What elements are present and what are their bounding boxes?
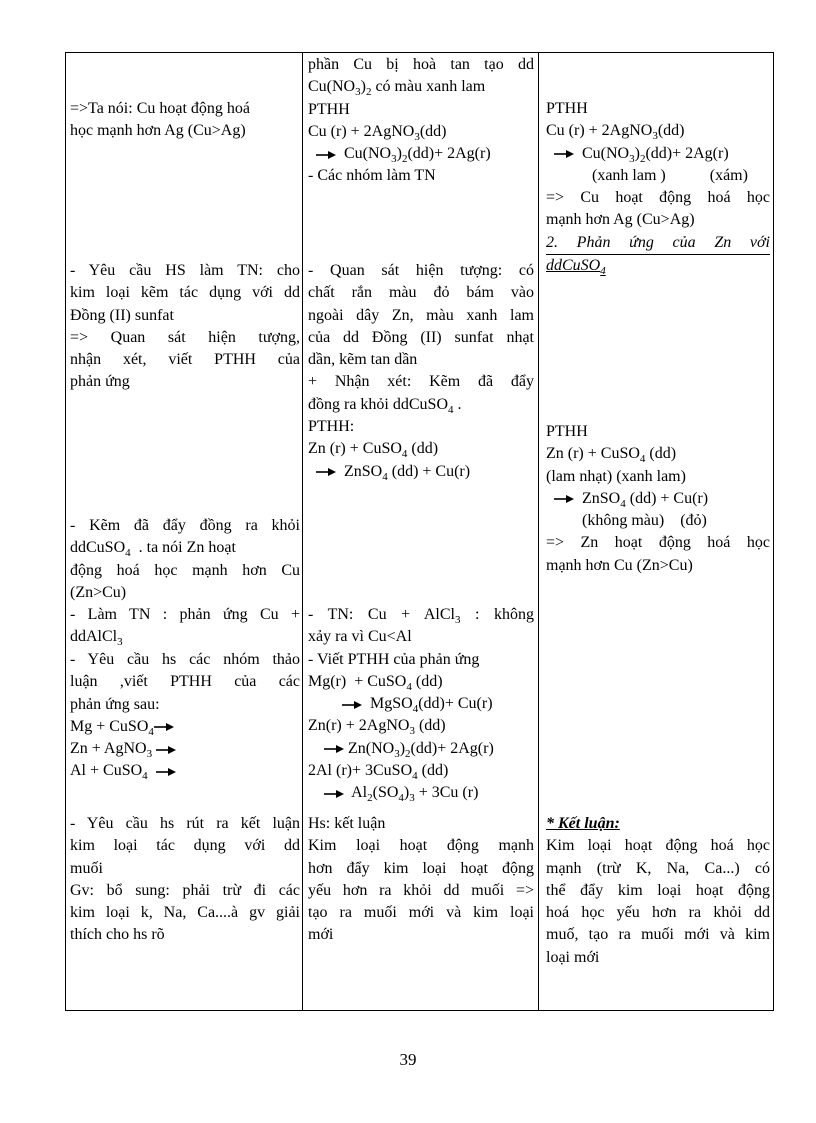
equation-line (70, 738, 300, 760)
text-line: PTHH (546, 100, 588, 117)
text-line: phản ứng (70, 373, 130, 391)
text-line: - Yêu cầu hs các nhóm thảo (70, 651, 300, 668)
formula-text: Cu(NO (582, 144, 630, 162)
text-line: - Yêu cầu hs rút ra kết luận (70, 815, 300, 832)
formula-text: ddAlCl (70, 628, 118, 646)
cu-agno3-reaction (546, 98, 770, 277)
formula-text: (dd) + Cu(r) (625, 489, 709, 507)
reaction-equations (308, 604, 534, 805)
subscript: 3 (117, 636, 123, 649)
subscript: 4 (406, 680, 412, 693)
text-line: - Viết PTHH của phản ứng (308, 650, 480, 668)
formula-text: Al (351, 784, 368, 802)
text-line: học mạnh hơn Ag (Cu>Ag) (70, 122, 246, 140)
text-line: Gv: bổ sung: phải trừ đi các (70, 881, 300, 899)
formula-text: Zn (r) + CuSO (546, 445, 640, 463)
text-line: - Yêu cầu HS làm TN: cho (70, 262, 300, 279)
right-arrow-icon (156, 746, 176, 754)
subscript: 4 (448, 403, 454, 416)
subscript: 3 (391, 153, 397, 166)
right-arrow-icon (554, 495, 574, 503)
text-line: ngoài dây Zn, màu xanh lam (308, 306, 534, 324)
page-number: 39 (399, 1050, 417, 1069)
general-conclusion (546, 813, 770, 969)
subscript: 2 (405, 747, 411, 760)
formula-text: ) (396, 145, 402, 163)
text-line: kim loại tác dụng với dd (70, 837, 300, 855)
right-arrow-icon (154, 723, 174, 731)
text-line: - Làm TN : phản ứng Cu + (70, 606, 300, 623)
text-line: tạo ra muối mới và kim loại (308, 904, 534, 922)
subscript: 3 (629, 152, 635, 165)
text-line: => Quan sát hiện tượng, (70, 328, 300, 346)
subscript: 4 (148, 725, 154, 738)
formula-text: (dd) (657, 122, 685, 140)
formula-text: (dd)+ Cu(r) (418, 695, 493, 713)
equation-line (70, 716, 300, 738)
text-fragment: . (453, 395, 462, 413)
right-arrow-icon (324, 745, 344, 753)
text-fragment: có màu xanh lam (371, 78, 486, 96)
subscript: 3 (414, 130, 420, 143)
subscript: 3 (454, 614, 461, 626)
cu-alcl3-experiment (70, 604, 300, 649)
text-line: (Zn>Cu) (70, 583, 127, 601)
text-line: PTHH: (308, 418, 355, 436)
section-heading: 2. Phản ứng của Zn với (546, 232, 770, 255)
subscript: 4 (412, 703, 419, 716)
formula-text: MgSO (370, 695, 413, 713)
right-arrow-icon (316, 468, 336, 476)
subscript: 3 (409, 792, 415, 805)
text-line: thích cho hs rõ (70, 926, 165, 944)
text-line: Hs: kết luận (308, 815, 386, 832)
color-note: (xám) (709, 166, 748, 184)
formula-text: Cu(NO (308, 78, 356, 96)
formula-text: Zn(NO (348, 739, 395, 757)
subscript: 2 (639, 152, 646, 165)
subscript: 2 (401, 153, 408, 166)
subscript: 3 (652, 130, 658, 143)
right-arrow-icon (342, 701, 362, 709)
formula-text: Al + CuSO (70, 762, 143, 780)
text-line: nhận xét, viết PTHH của (70, 351, 300, 369)
student-conclusion (308, 813, 534, 947)
formula-text: đồng ra khỏi ddCuSO (308, 395, 448, 413)
subscript: 2 (367, 792, 373, 805)
text-line: Đồng (II) sunfat (70, 306, 174, 324)
text-line: muố, tạo ra muối mới và kim (546, 926, 770, 944)
column-divider (302, 53, 303, 1010)
formula-text: ZnSO (582, 489, 621, 507)
formula-text: (dd)+ 2Ag(r) (407, 145, 491, 163)
zn-conclusion (70, 515, 300, 604)
formula-text: Cu (r) + 2AgNO (308, 122, 415, 140)
cu-dissolve-note (308, 54, 534, 188)
text-line: chất rắn màu đỏ bám vào (308, 284, 534, 302)
text-line: mạnh hơn Ag (Cu>Ag) (546, 211, 695, 229)
text-line: - Kẽm đã đẩy đồng ra khỏi (70, 517, 300, 534)
text-line: =>Ta nói: Cu hoạt động hoá (70, 100, 251, 117)
subscript: 4 (639, 453, 646, 466)
formula-text: ) (399, 739, 406, 757)
formula-text: (dd) (645, 445, 677, 463)
subscript: 4 (125, 547, 131, 560)
formula-text: Mg(r) + CuSO (308, 672, 407, 690)
formula-text: Zn (r) + CuSO (308, 440, 402, 458)
color-note: (xanh lam ) (592, 166, 666, 184)
subscript: 4 (600, 265, 606, 278)
formula-text: ) (634, 144, 640, 162)
text-fragment: : không (460, 606, 534, 623)
text-fragment: . ta nói Zn hoạt (138, 539, 236, 557)
text-line: muối (70, 859, 103, 877)
text-line: - Quan sát hiện tượng: có (308, 262, 534, 279)
subscript: 3 (355, 86, 361, 99)
subscript: 3 (394, 747, 400, 760)
formula-text: (dd) + Cu(r) (387, 462, 471, 480)
subscript: 4 (398, 792, 404, 805)
formula-text: (dd) (407, 440, 439, 458)
text-line: Kim loại hoạt động mạnh (308, 837, 534, 855)
text-line: - Các nhóm làm TN (308, 167, 436, 185)
subscript: 4 (401, 448, 408, 461)
formula-text: Cu(NO (344, 145, 392, 163)
subscript: 4 (382, 470, 388, 483)
conclusion-label: * Kết luận: (546, 815, 620, 832)
text-line: PTHH (308, 100, 350, 118)
subscript: 3 (409, 725, 415, 738)
subscript: 4 (620, 497, 626, 510)
text-line: + Nhận xét: Kẽm đã đẩy (308, 373, 534, 391)
text-line: => Zn hoạt động hoá học (546, 534, 770, 552)
formula-text: (dd) (419, 122, 447, 140)
text-line: mạnh hơn Cu (Zn>Cu) (546, 556, 693, 574)
subscript: 2 (365, 86, 372, 99)
group-discussion-request (70, 649, 300, 783)
text-line: phần Cu bị hoà tan tạo dd (308, 56, 534, 73)
text-line: dần, kẽm tan dần (308, 351, 418, 369)
formula-text: (dd) (414, 717, 446, 735)
section-heading: ddCuSO (546, 257, 601, 275)
color-note: (không màu) (582, 512, 665, 530)
text-line: => Cu hoạt động hoá học (546, 189, 770, 207)
formula-text: (dd) (417, 762, 449, 780)
formula-text: (dd) (411, 672, 443, 690)
zn-observation (308, 260, 534, 483)
column-divider (538, 53, 539, 1010)
text-line: kim loại kẽm tác dụng với dd (70, 284, 300, 302)
text-line: Kim loại hoạt động hoá học (546, 837, 770, 855)
text-line: kim loại k, Na, Ca....à gv giải (70, 904, 300, 922)
right-arrow-icon (156, 768, 176, 776)
formula-text: Mg + CuSO (70, 717, 149, 735)
text-line: hoá học yếu hơn ra khỏi dd (546, 904, 770, 922)
cu-ag-statement (70, 98, 300, 143)
formula-text: 2Al (r)+ 3CuSO (308, 762, 413, 780)
formula-text: Cu (r) + 2AgNO (546, 122, 653, 140)
text-line: yếu hơn ra khỏi dd muối => (308, 881, 534, 899)
text-line: mới (308, 926, 334, 944)
right-arrow-icon (554, 150, 574, 158)
text-line: loại mới (546, 948, 600, 966)
text-line: phản ứng sau: (70, 695, 160, 713)
formula-text: ) (403, 784, 410, 802)
formula-text: (SO (372, 784, 399, 802)
formula-text: ddCuSO (70, 539, 126, 557)
lesson-table (65, 52, 774, 1011)
text-line: hơn đẩy kim loại hoạt động (308, 859, 534, 877)
text-line: PTHH (546, 423, 588, 440)
zn-experiment-request (70, 260, 300, 394)
formula-text: Zn(r) + 2AgNO (308, 717, 410, 735)
final-request (70, 813, 300, 947)
subscript: 4 (142, 770, 148, 783)
text-line: luận ,viết PTHH của các (70, 673, 300, 691)
formula-text: - TN: Cu + AlCl (308, 606, 455, 623)
right-arrow-icon (324, 790, 344, 798)
formula-text: Zn + AgNO (70, 740, 147, 758)
subscript: 4 (412, 770, 418, 783)
text-line: của dd Đồng (II) sunfat nhạt (308, 328, 534, 346)
formula-text: (dd)+ 2Ag(r) (645, 144, 729, 162)
text-line: thể đẩy kim loại hoạt động (546, 881, 770, 899)
text-line: động hoá học mạnh hơn Cu (70, 561, 300, 579)
right-arrow-icon (316, 151, 336, 159)
color-note: (đỏ) (680, 512, 707, 530)
equation-line (70, 760, 300, 782)
color-note: (lam nhạt) (xanh lam) (546, 467, 686, 485)
subscript: 3 (146, 748, 153, 761)
formula-text: ZnSO (344, 462, 383, 480)
formula-text: + 3Cu (r) (414, 784, 479, 802)
text-line: xảy ra vì Cu<Al (308, 628, 412, 646)
zn-cuso4-reaction (546, 421, 770, 577)
formula-text: ) (360, 78, 366, 96)
text-line: mạnh (trừ K, Na, Ca...) có (546, 859, 770, 877)
formula-text: (dd)+ 2Ag(r) (410, 739, 494, 757)
